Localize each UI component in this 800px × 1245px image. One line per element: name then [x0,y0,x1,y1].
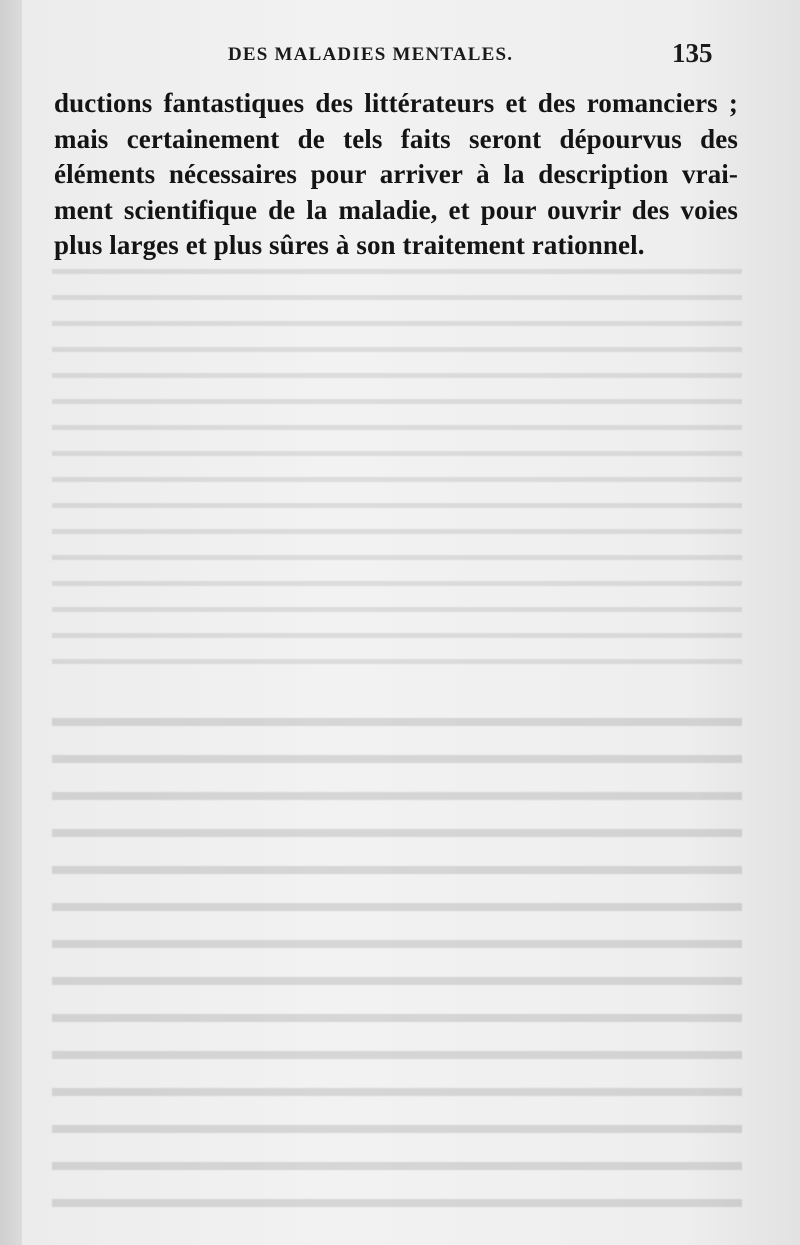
running-head: DES MALADIES MENTALES. [228,44,514,65]
text-line: ductions fantastiques des littérateurs et des romanciers ; [54,88,738,118]
text-line: plus larges et plus sûres à son traitement rationnel. [54,230,645,260]
text-line: éléments nécessaires pour arriver à la description vrai- [54,159,738,189]
page-number: 135 [672,38,713,68]
show-through-body [52,700,742,1220]
text-line: ment scientifique de la maladie, et pour ouvrir des voies [54,194,738,225]
page-gutter [0,0,22,1245]
paragraph [54,86,738,264]
show-through-summary [52,255,742,675]
text-line: mais certainement de tels faits seront dépourvus des [54,123,738,154]
